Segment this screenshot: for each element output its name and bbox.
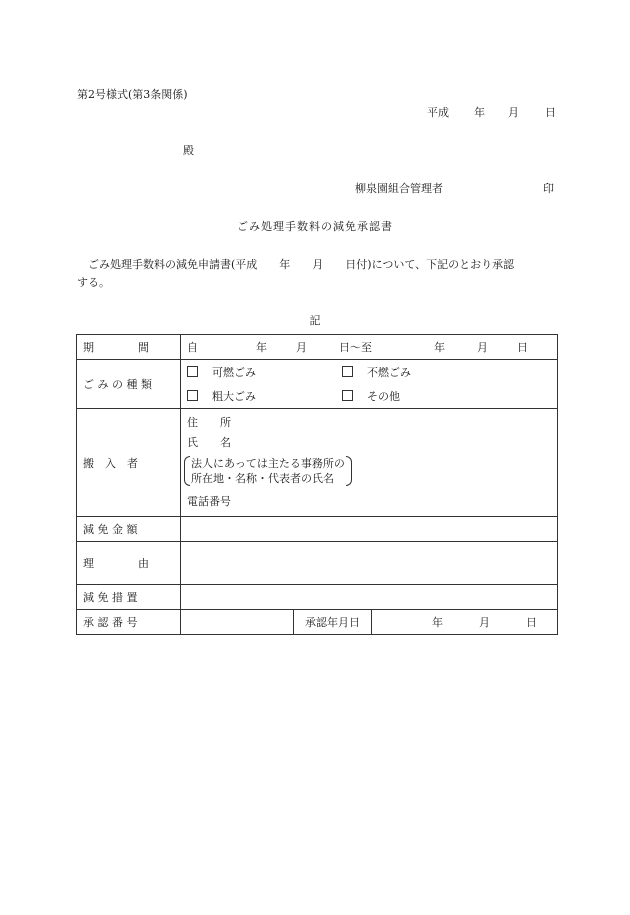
approval-day: 日: [526, 616, 537, 629]
ki-heading: 記: [309, 314, 321, 327]
body-line-1: ごみ処理手数料の減免申請書(平成 年 月 日付)について、下記のとおり承認: [88, 258, 515, 271]
document-title: ごみ処理手数料の減免承認書: [237, 220, 393, 233]
option-oversized[interactable]: 粗大ごみ: [187, 388, 342, 404]
period-value: [181, 335, 558, 360]
option-burnable[interactable]: 可燃ごみ: [187, 364, 342, 380]
date-era: 平成: [427, 106, 449, 119]
period-from: 自: [187, 341, 198, 354]
issue-date: [427, 104, 556, 120]
period-month-1: 月: [296, 341, 307, 354]
date-year: 年: [474, 106, 485, 119]
approval-number-value[interactable]: [181, 610, 294, 635]
period-label: 期 間: [77, 335, 181, 360]
option-other[interactable]: その他: [342, 388, 482, 404]
waste-type-row: [77, 360, 558, 409]
checkbox-oversized[interactable]: [187, 390, 198, 401]
waste-type-label: ご み の 種 類: [77, 360, 181, 409]
form-number: 第2号様式(第3条関係): [77, 88, 188, 101]
carrier-phone[interactable]: 電話番号: [187, 495, 231, 508]
period-month-2: 月: [477, 341, 488, 354]
reduction-measure-label: 減 免 措 置: [77, 585, 181, 610]
date-day: 日: [545, 106, 556, 119]
reason-row: [77, 542, 558, 585]
approval-number-label: 承 認 番 号: [77, 610, 181, 635]
reduction-amount-row: [77, 517, 558, 542]
period-day-to: 日～至: [339, 341, 372, 354]
period-row: [77, 335, 558, 360]
approval-date-label: 承認年月日: [294, 610, 372, 635]
carrier-details: [181, 409, 558, 517]
carrier-row: [77, 409, 558, 517]
addressee-honorific: 殿: [183, 144, 194, 157]
reduction-amount-label: 減 免 金 額: [77, 517, 181, 542]
body-text: [77, 256, 557, 292]
reduction-amount-value[interactable]: [181, 517, 558, 542]
date-month: 月: [508, 106, 519, 119]
reduction-measure-row: [77, 585, 558, 610]
period-year-1: 年: [256, 341, 267, 354]
approval-row: [77, 610, 558, 635]
period-day-2: 日: [517, 341, 528, 354]
carrier-label: 搬 入 者: [77, 409, 181, 517]
issuer-name: 柳泉園組合管理者: [355, 182, 443, 195]
right-bracket: [346, 456, 352, 486]
left-bracket: [184, 456, 190, 486]
carrier-address[interactable]: 住 所: [187, 416, 231, 429]
option-non-burnable[interactable]: 不燃ごみ: [342, 364, 482, 380]
note-line-1: 法人にあっては主たる事務所の: [191, 457, 345, 470]
checkbox-non-burnable[interactable]: [342, 366, 353, 377]
period-year-2: 年: [434, 341, 445, 354]
reason-label: 理 由: [77, 542, 181, 585]
checkbox-burnable[interactable]: [187, 366, 198, 377]
checkbox-other[interactable]: [342, 390, 353, 401]
body-line-2: する。: [77, 276, 110, 289]
reason-value[interactable]: [181, 542, 558, 585]
carrier-name[interactable]: 氏 名: [187, 436, 231, 449]
waste-type-options: [181, 360, 558, 409]
approval-month: 月: [479, 616, 490, 629]
note-line-2: 所在地・名称・代表者の氏名: [191, 472, 334, 485]
approval-date-value[interactable]: [372, 610, 558, 635]
corporation-note: [187, 456, 349, 486]
approval-table: [76, 334, 558, 635]
approval-year: 年: [432, 616, 443, 629]
seal-mark: 印: [543, 182, 554, 195]
reduction-measure-value[interactable]: [181, 585, 558, 610]
